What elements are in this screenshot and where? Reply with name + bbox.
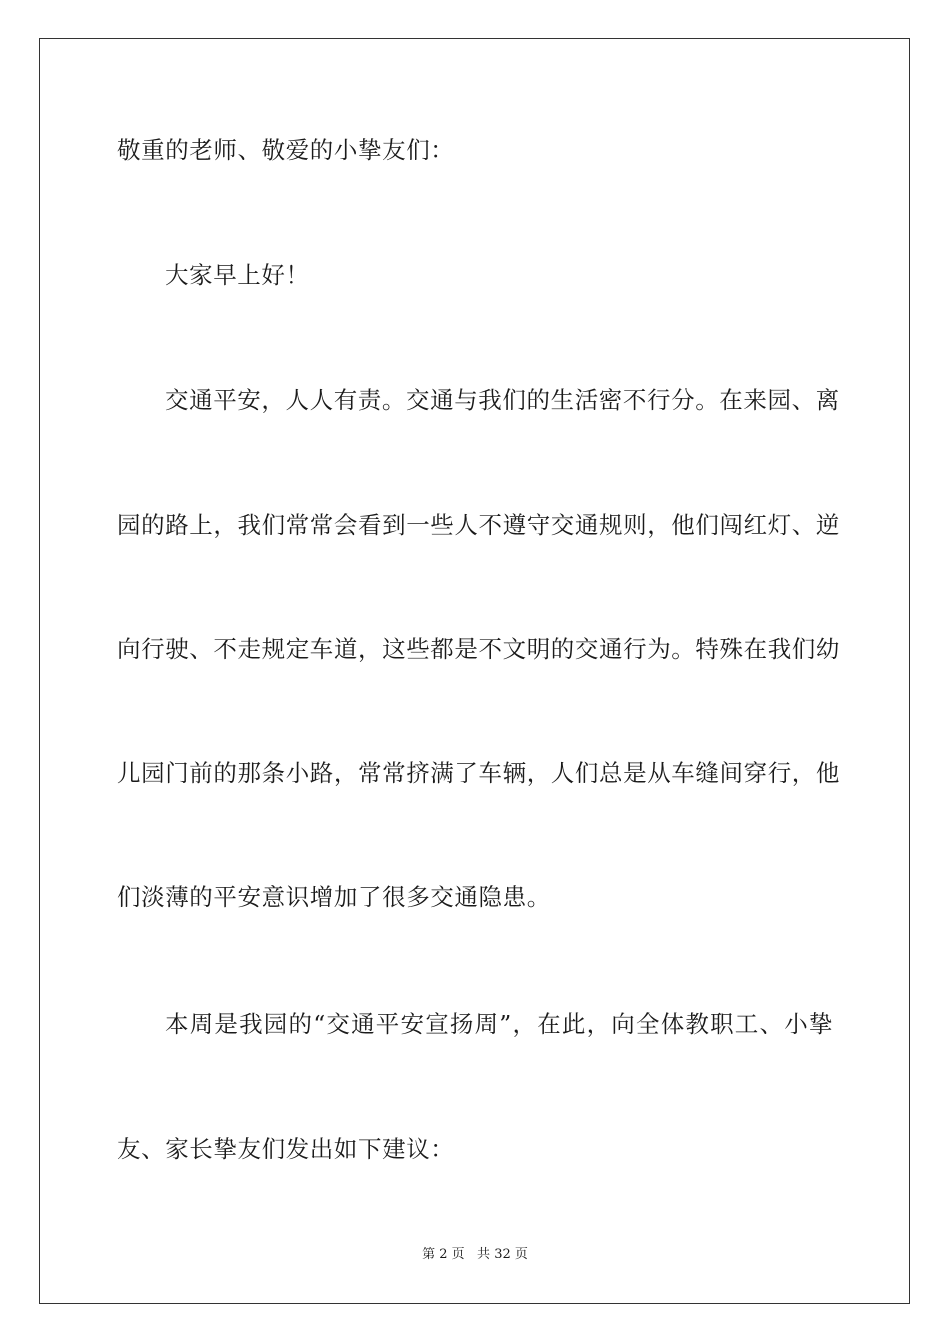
paragraph-line: 向行驶、不走规定车道，这些都是不文明的交通行为。特殊在我们幼 [117, 635, 840, 663]
paragraph-line: 们淡薄的平安意识增加了很多交通隐患。 [117, 883, 551, 911]
paragraph-line: 本周是我园的“交通平安宣扬周”，在此，向全体教职工、小挚 [165, 1010, 833, 1038]
salutation-line: 敬重的老师、敬爱的小挚友们： [117, 136, 455, 164]
greeting-line: 大家早上好！ [165, 261, 310, 289]
page-number-footer: 第 2 页 共 32 页 [422, 1247, 528, 1262]
paragraph-line: 儿园门前的那条小路，常常挤满了车辆，人们总是从车缝间穿行，他 [117, 759, 840, 787]
paragraph-line: 交通平安，人人有责。交通与我们的生活密不行分。在来园、离 [165, 386, 840, 414]
page-border [39, 38, 910, 1304]
paragraph-line: 友、家长挚友们发出如下建议： [117, 1135, 455, 1163]
paragraph-line: 园的路上，我们常常会看到一些人不遵守交通规则，他们闯红灯、逆 [117, 511, 840, 539]
